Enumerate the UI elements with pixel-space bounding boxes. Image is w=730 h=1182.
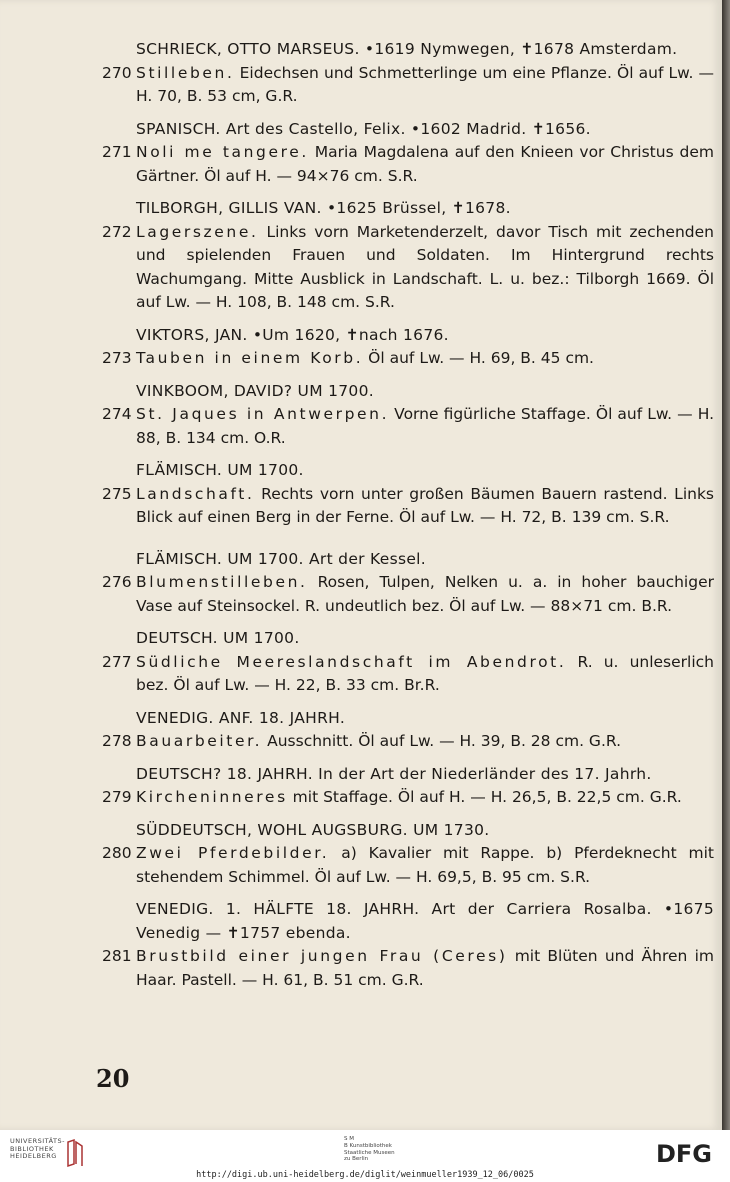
- entry-description: [96, 571, 714, 618]
- entry-text: mit Staffage. Öl auf H. — H. 26,5, B. 22,5 cm. G.R.: [287, 788, 682, 806]
- entry-description: [96, 651, 714, 698]
- entry-text: Links vorn Marketenderzelt, davor Tisch mit zechenden und spielenden Frauen und Soldaten. Im Hintergrund rechts Wachumgang. Mitte Ausblick in Landschaft. L. u. bez.: Tilborgh 1669. Öl auf Lw. — H. 108, B. 148 cm. S.R.: [136, 222, 714, 311]
- entry-description: [96, 347, 714, 371]
- entry-description: [96, 221, 714, 315]
- artwork-title: St. Jaques in Antwerpen.: [136, 405, 390, 423]
- entry-text: Ausschnitt. Öl auf Lw. — H. 39, B. 28 cm. G.R.: [262, 732, 622, 750]
- catalog-entries: [96, 38, 714, 992]
- lot-number: 271: [102, 143, 132, 161]
- lot-number: 270: [102, 63, 132, 82]
- artwork-title: Noli me tangere.: [136, 143, 309, 161]
- entry-description: [96, 62, 714, 109]
- entry-text: Rosen, Tulpen, Nelken u. a. in hoher bauchiger Vase auf Steinsockel. R. undeutlich bez. Öl auf Lw. — 88×71 cm. B.R.: [136, 573, 714, 615]
- artwork-title: Bauarbeiter.: [136, 732, 263, 750]
- artwork-title: Brustbild einer jungen Frau (Ceres): [136, 947, 508, 965]
- artist-heading: SÜDDEUTSCH, WOHL AUGSBURG. UM 1730.: [136, 820, 490, 839]
- catalog-entry: [96, 38, 714, 109]
- artwork-title: Stilleben.: [136, 63, 235, 82]
- artist-heading: VINKBOOM, DAVID? UM 1700.: [136, 381, 374, 400]
- catalog-entry: [96, 380, 714, 451]
- artist-heading: VIKTORS, JAN. •Um 1620, ✝nach 1676.: [136, 325, 449, 344]
- catalog-entry: [96, 324, 714, 371]
- catalog-entry: [96, 898, 714, 992]
- lot-number: 281: [102, 947, 132, 965]
- artist-heading: SCHRIECK, OTTO MARSEUS. •1619 Nymwegen, ✝1678 Amsterdam.: [136, 40, 678, 58]
- artist-heading: DEUTSCH? 18. JAHRH. In der Art der Niederländer des 17. Jahrh.: [136, 764, 652, 783]
- artwork-title: Lagerszene.: [136, 222, 259, 241]
- lot-number: 273: [102, 349, 132, 367]
- catalog-entry: [96, 819, 714, 890]
- artist-heading: VENEDIG. ANF. 18. JAHRH.: [136, 708, 346, 727]
- source-url[interactable]: http://digi.ub.uni-heidelberg.de/diglit/weinmueller1939_12_06/0025: [196, 1170, 534, 1180]
- lot-number: 277: [102, 652, 132, 671]
- catalog-entry: [96, 707, 714, 754]
- artist-heading: FLÄMISCH. UM 1700.: [136, 461, 304, 479]
- library-label: S M B Kunstbibliothek Staatliche Museen zu Berlin: [344, 1136, 395, 1163]
- entry-description: [96, 842, 714, 889]
- entry-text: Maria Magdalena auf den Knieen vor Christus dem Gärtner. Öl auf H. — 94×76 cm. S.R.: [136, 143, 714, 185]
- entry-text: R. u. unleserlich bez. Öl auf Lw. — H. 22, B. 33 cm. Br.R.: [136, 652, 714, 694]
- page-number: 20: [96, 1064, 130, 1093]
- catalog-entry: [96, 548, 714, 619]
- artist-heading: VENEDIG. 1. HÄLFTE 18. JAHRH. Art der Carriera Rosalba. •1675 Venedig — ✝1757 ebenda.: [136, 900, 714, 942]
- catalog-entry: [96, 627, 714, 698]
- page-edge: [722, 0, 730, 1130]
- artwork-title: Landschaft.: [136, 484, 255, 503]
- university-label: UNIVERSITÄTS- BIBLIOTHEK HEIDELBERG: [10, 1137, 65, 1161]
- lot-number: 274: [102, 405, 132, 423]
- artist-heading: DEUTSCH. UM 1700.: [136, 629, 300, 647]
- artist-heading: FLÄMISCH. UM 1700. Art der Kessel.: [136, 549, 427, 568]
- entry-text: Eidechsen und Schmetterlinge um eine Pflanze. Öl auf Lw. — H. 70, B. 53 cm, G.R.: [136, 63, 714, 105]
- entry-text: mit Blüten und Ähren im Haar. Pastell. — H. 61, B. 51 cm. G.R.: [136, 947, 714, 989]
- footer: [0, 1130, 730, 1182]
- artwork-title: Blumenstilleben.: [136, 573, 308, 591]
- university-logo-icon: [64, 1138, 86, 1168]
- artwork-title: Kircheninneres: [136, 788, 288, 806]
- svg-text:DFG: DFG: [655, 1140, 713, 1166]
- artwork-title: Tauben in einem Korb.: [136, 349, 364, 367]
- lot-number: 280: [102, 844, 132, 862]
- lot-number: 272: [102, 222, 132, 241]
- entry-description: [96, 141, 714, 188]
- entry-text: Vorne figürliche Staffage. Öl auf Lw. — H. 88, B. 134 cm. O.R.: [136, 405, 715, 447]
- entry-text: Öl auf Lw. — H. 69, B. 45 cm.: [363, 349, 594, 367]
- artist-heading: TILBORGH, GILLIS VAN. •1625 Brüssel, ✝1678.: [136, 199, 511, 217]
- lot-number: 276: [102, 573, 132, 591]
- dfg-logo-icon: [648, 1140, 720, 1166]
- entry-description: [96, 730, 714, 754]
- artwork-title: Zwei Pferdebilder.: [136, 844, 330, 862]
- catalog-entry: [96, 763, 714, 810]
- artwork-title: Südliche Meereslandschaft im Abendrot.: [136, 652, 567, 671]
- lot-number: 275: [102, 484, 132, 503]
- entry-description: [96, 403, 714, 450]
- artist-heading: SPANISCH. Art des Castello, Felix. •1602 Madrid. ✝1656.: [136, 119, 591, 138]
- entry-description: [96, 786, 714, 810]
- catalog-entry: [96, 118, 714, 189]
- catalog-entry: [96, 197, 714, 315]
- catalog-entry: [96, 459, 714, 530]
- lot-number: 278: [102, 732, 132, 750]
- entry-text: Rechts vorn unter großen Bäumen Bauern rastend. Links Blick auf einen Berg in der Ferne. Öl auf Lw. — H. 72, B. 139 cm. S.R.: [136, 484, 714, 526]
- entry-text: a) Kavalier mit Rappe. b) Pferdeknecht mit stehendem Schimmel. Öl auf Lw. — H. 69,5, B. 95 cm. S.R.: [136, 844, 714, 886]
- entry-description: [96, 945, 714, 992]
- lot-number: 279: [102, 788, 132, 806]
- entry-description: [96, 483, 714, 530]
